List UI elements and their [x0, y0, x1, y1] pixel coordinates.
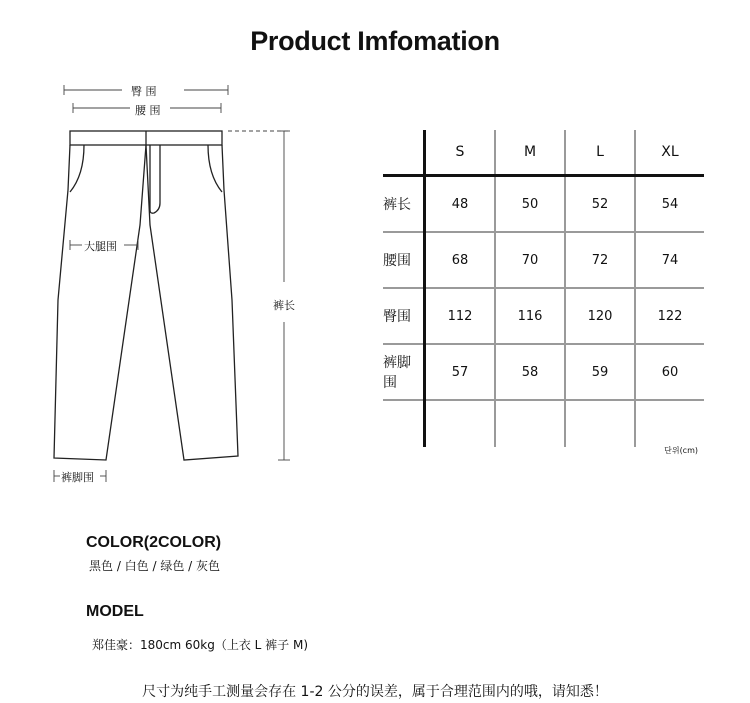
header-l: L	[565, 130, 635, 176]
table-cell: 59	[565, 344, 635, 400]
model-info: 郑佳豪：180cm 60kg（上衣 L 裤子 M)	[92, 638, 309, 652]
table-cell: 120	[565, 288, 635, 344]
table-cell: 116	[495, 288, 565, 344]
row-label: 裤长	[383, 176, 425, 233]
header-m: M	[495, 130, 565, 176]
left-leg-outline	[54, 145, 146, 460]
header-s: S	[425, 130, 496, 176]
empty-cell	[565, 400, 635, 447]
table-cell: 58	[495, 344, 565, 400]
table-corner	[383, 130, 425, 176]
waist-label: 腰 围	[135, 104, 161, 117]
thigh-label: 大腿围	[84, 240, 117, 253]
table-header-row	[383, 130, 704, 176]
table-empty-row	[383, 400, 704, 447]
table-cell: 57	[425, 344, 496, 400]
row-label: 臀围	[383, 288, 425, 344]
length-label: 裤长	[273, 299, 295, 312]
left-pocket-line	[70, 145, 84, 192]
table-cell: 74	[635, 232, 704, 288]
table-cell: 50	[495, 176, 565, 233]
row-label: 裤脚围	[383, 344, 425, 400]
color-options: 黑色 / 白色 / 绿色 / 灰色	[89, 559, 221, 573]
header-xl: XL	[635, 130, 704, 176]
table-row	[383, 232, 704, 288]
empty-cell	[495, 400, 565, 447]
table-cell: 122	[635, 288, 704, 344]
table-cell: 72	[565, 232, 635, 288]
color-heading: COLOR(2COLOR)	[86, 534, 222, 551]
page-title: Product Imfomation	[250, 26, 500, 56]
empty-cell	[635, 400, 704, 447]
table-cell: 54	[635, 176, 704, 233]
table-row	[383, 176, 704, 233]
hip-label: 臀 围	[131, 85, 157, 98]
table-cell: 60	[635, 344, 704, 400]
measurement-note: 尺寸为纯手工测量会存在 1-2 公分的误差，属于合理范围内的哦，请知悉！	[142, 684, 608, 700]
pants-diagram	[0, 0, 340, 500]
model-heading: MODEL	[86, 603, 144, 620]
right-pocket-line	[208, 145, 222, 192]
fly-line	[150, 145, 160, 213]
table-cell: 52	[565, 176, 635, 233]
unit-label: 단위(cm)	[664, 446, 698, 455]
hem-label: 裤脚围	[61, 471, 94, 484]
table-cell: 70	[495, 232, 565, 288]
table-cell: 48	[425, 176, 496, 233]
table-cell: 68	[425, 232, 496, 288]
table-row	[383, 288, 704, 344]
empty-cell	[383, 400, 425, 447]
table-cell: 112	[425, 288, 496, 344]
table-row	[383, 344, 704, 400]
empty-cell	[425, 400, 496, 447]
size-table	[383, 130, 704, 447]
row-label: 腰围	[383, 232, 425, 288]
